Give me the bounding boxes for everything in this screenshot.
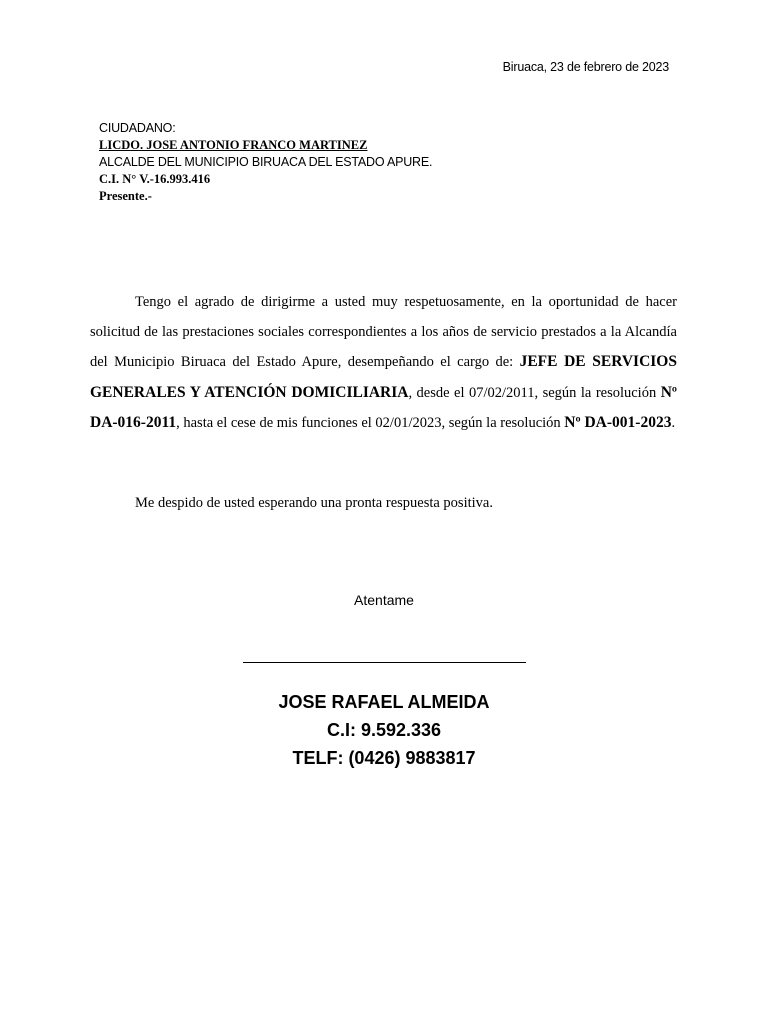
farewell-paragraph: Me despido de usted esperando una pronta respuesta positiva. [135, 495, 493, 511]
resolution-end: Nº DA-001-2023 [564, 414, 672, 431]
resolution-start: Nº DA-016-2011 [90, 383, 677, 431]
signer-block [0, 688, 768, 772]
signature-line [243, 662, 526, 663]
signer-ci: C.I: 9.592.336 [326, 720, 442, 740]
place-date: Biruaca, 23 de febrero de 2023 [502, 60, 669, 74]
recipient-id: C.I. N° V.-16.993.416 [99, 172, 211, 186]
request-paragraph [90, 288, 677, 439]
signer-phone: TELF: (0426) 9883817 [292, 748, 476, 768]
request-text-start: , desde el 07/02/2011, según la resolución [408, 384, 661, 401]
request-text-period: . [671, 415, 676, 431]
signer-name: JOSE RAFAEL ALMEIDA [278, 692, 490, 712]
salutation: Atentame [354, 592, 414, 608]
recipient-block [99, 120, 432, 205]
recipient-presente: Presente.- [99, 189, 152, 203]
recipient-name: LICDO. JOSE ANTONIO FRANCO MARTINEZ [99, 138, 368, 152]
request-text-end: , hasta el cese de mis funciones el 02/01/2023, según la resolución [176, 415, 565, 431]
job-title: JEFE DE SERVICIOS GENERALES Y ATENCIÓN DOMICILIARIA [90, 353, 677, 401]
recipient-label: CIUDADANO: [99, 121, 176, 135]
request-text-intro: Tengo el agrado de dirigirme a usted muy respetuosamente, en la oportunidad de hacer solicitud de las prestaciones sociales correspondientes a los años de servicio prestados a la Alcandía del Municipio Biruaca del Estado Apure, desempeñando el cargo de: [90, 294, 677, 370]
recipient-position: ALCALDE DEL MUNICIPIO BIRUACA DEL ESTADO APURE. [99, 155, 433, 169]
